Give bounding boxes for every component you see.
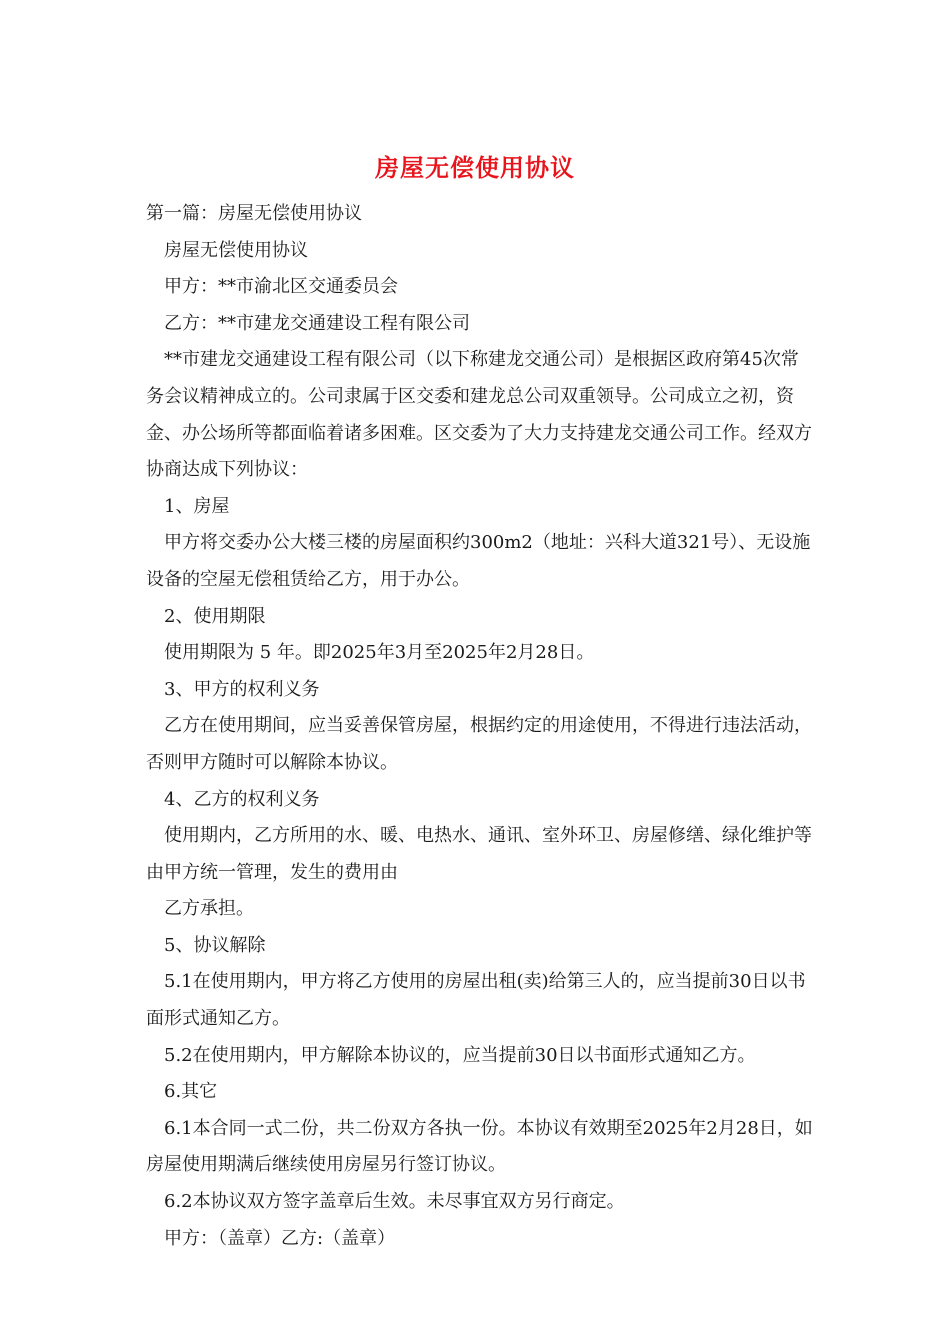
paragraph: 乙方：**市建龙交通建设工程有限公司 (164, 312, 470, 334)
paragraph: 4、乙方的权利义务 (164, 788, 320, 810)
paragraph: **市建龙交通建设工程有限公司（以下称建龙交通公司）是根据区政府第45次常务会议精神成立的。公司隶属于区交委和建龙总公司双重领导。公司成立之初，资金、办公场所等都面临着诸多困难。区交委为了大力支持建龙交通公司工作。经双方协商达成下列协议： (146, 349, 812, 481)
paragraph: 6.1本合同一式二份，共二份双方各执一份。本协议有效期至2025年2月28日，如房屋使用期满后继续使用房屋另行签订协议。 (146, 1117, 813, 1176)
paragraph: 甲方：（盖章）乙方:（盖章） (164, 1227, 396, 1249)
paragraph: 乙方承担。 (164, 898, 254, 920)
paragraph: 第一篇：房屋无偿使用协议 (146, 203, 362, 224)
paragraph: 使用期内，乙方所用的水、暖、电热水、通讯、室外环卫、房屋修缮、绿化维护等由甲方统一管理，发生的费用由 (146, 825, 812, 883)
document-title: 房屋无偿使用协议 (375, 153, 575, 182)
paragraph: 3、甲方的权利义务 (164, 678, 320, 700)
paragraph: 使用期限为 5 年。即2025年3月至2025年2月28日。 (164, 642, 595, 664)
document-body (146, 196, 814, 1257)
paragraph: 6.其它 (164, 1081, 218, 1103)
paragraph: 房屋无偿使用协议 (164, 239, 308, 261)
paragraph: 1、房屋 (164, 495, 230, 517)
paragraph: 甲方：**市渝北区交通委员会 (164, 276, 398, 298)
paragraph: 乙方在使用期间，应当妥善保管房屋，根据约定的用途使用，不得进行违法活动，否则甲方随时可以解除本协议。 (146, 715, 812, 773)
paragraph: 5、协议解除 (164, 934, 266, 956)
paragraph: 5.2在使用期内，甲方解除本协议的，应当提前30日以书面形式通知乙方。 (164, 1044, 756, 1066)
paragraph: 甲方将交委办公大楼三楼的房屋面积约300m2（地址：兴科大道321号）、无设施设备的空屋无偿租赁给乙方，用于办公。 (146, 532, 811, 590)
paragraph: 6.2本协议双方签字盖章后生效。未尽事宜双方另行商定。 (164, 1191, 625, 1213)
paragraph: 2、使用期限 (164, 605, 266, 627)
paragraph: 5.1在使用期内，甲方将乙方使用的房屋出租(卖)给第三人的，应当提前30日以书面形式通知乙方。 (146, 971, 806, 1030)
